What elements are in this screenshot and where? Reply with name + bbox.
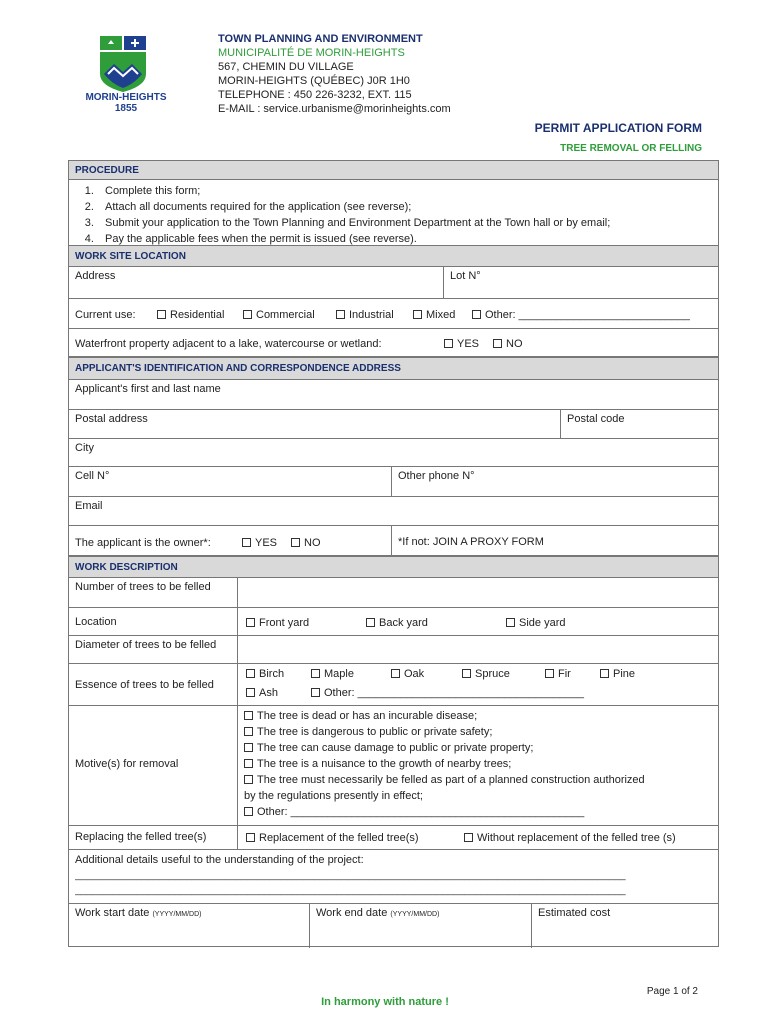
municipality-name: MUNICIPALITÉ DE MORIN-HEIGHTS — [218, 47, 405, 59]
use-label: Commercial — [256, 309, 315, 321]
motive-label: The tree is dead or has an incurable disease; — [257, 710, 478, 722]
checkbox-icon[interactable] — [472, 310, 481, 319]
no-replacement-option[interactable] — [464, 832, 676, 844]
cost-label: Estimated cost — [538, 907, 611, 919]
species-label: Spruce — [475, 668, 510, 680]
no-label: NO — [304, 537, 321, 549]
applicant-name-field[interactable] — [69, 380, 718, 409]
procedure-step: 2. Attach all documents required for the application (see reverse); — [97, 199, 610, 215]
street-address: 567, CHEMIN DU VILLAGE — [218, 61, 354, 73]
motive-option[interactable] — [244, 724, 712, 740]
checkbox-icon[interactable] — [506, 618, 515, 627]
owner-label: The applicant is the owner*: — [75, 537, 211, 549]
species-fir-option[interactable] — [545, 668, 571, 680]
species-label: Pine — [613, 668, 636, 680]
checkbox-icon[interactable] — [413, 310, 422, 319]
details-label: Additional details useful to the understanding of the project: — [75, 854, 364, 866]
owner-no-option[interactable] — [291, 537, 321, 549]
start-date-label: Work start date — [75, 907, 150, 919]
permit-form — [68, 160, 719, 947]
estimated-cost-field[interactable] — [531, 904, 718, 948]
date-format: (YYYY/MM/DD) — [390, 911, 440, 918]
proxy-note — [391, 526, 718, 555]
form-subtitle: TREE REMOVAL OR FELLING — [560, 143, 702, 154]
phone-row — [69, 467, 718, 497]
other-phone-label: Other phone N° — [398, 470, 475, 482]
postal-code-field[interactable] — [560, 410, 718, 438]
checkbox-icon[interactable] — [366, 618, 375, 627]
location-label: Back yard — [379, 617, 428, 629]
no-label: NO — [506, 338, 523, 350]
motive-option[interactable] — [244, 772, 712, 788]
checkbox-icon[interactable] — [157, 310, 166, 319]
species-label: Birch — [259, 668, 285, 680]
checkbox-icon[interactable] — [444, 339, 453, 348]
date-format: (YYYY/MM/DD) — [152, 911, 202, 918]
essence-label: Essence of trees to be felled — [75, 679, 214, 691]
owner-question — [69, 526, 391, 555]
procedure-step: 3. Submit your application to the Town Planning and Environment Department at the Town hall or by email; — [97, 215, 610, 231]
current-use-label: Current use: — [75, 309, 136, 321]
logo-name: MORIN-HEIGHTS — [85, 92, 167, 103]
section-work-description — [69, 556, 718, 578]
address-label: Address — [75, 270, 116, 282]
species-label: Oak — [404, 668, 425, 680]
email-address: E-MAIL : service.urbanisme@morinheights.com — [218, 103, 451, 115]
applicant-name-label: Applicant's first and last name — [75, 383, 221, 395]
phone-number: TELEPHONE : 450 226-3232, EXT. 115 — [218, 89, 412, 101]
address-row — [69, 267, 718, 299]
species-label: Ash — [259, 687, 278, 699]
section-title: APPLICANT'S IDENTIFICATION AND CORRESPONDENCE ADDRESS — [75, 363, 401, 374]
use-mixed-option[interactable] — [413, 309, 455, 321]
checkbox-icon[interactable] — [244, 807, 253, 816]
checkbox-icon[interactable] — [462, 669, 471, 678]
checkbox-icon[interactable] — [291, 538, 300, 547]
waterfront-label: Waterfront property adjacent to a lake, watercourse or wetland: — [75, 338, 382, 350]
no-replacement-label: Without replacement of the felled tree (s) — [477, 832, 676, 844]
postal-address-label: Postal address — [75, 413, 148, 425]
checkbox-icon[interactable] — [600, 669, 609, 678]
species-label: Fir — [558, 668, 571, 680]
checkbox-icon[interactable] — [311, 669, 320, 678]
dates-row — [69, 904, 718, 948]
procedure-step: 1. Complete this form; — [97, 183, 610, 199]
checkbox-icon[interactable] — [246, 688, 255, 697]
details-line: ___________________________________________________________________________________________________ — [75, 885, 626, 896]
species-other-option[interactable] — [311, 687, 584, 699]
applicant-name-row — [69, 380, 718, 410]
num-trees-field[interactable] — [237, 578, 718, 607]
details-line: ___________________________________________________________________________________________________ — [75, 870, 626, 881]
species-label: Other: _____________________________________ — [324, 687, 584, 699]
email-field[interactable] — [69, 497, 718, 525]
replacing-label: Replacing the felled tree(s) — [75, 831, 207, 843]
use-commercial-option[interactable] — [243, 309, 315, 321]
page-number: Page 1 of 2 — [646, 986, 698, 997]
use-residential-option[interactable] — [157, 309, 224, 321]
motives-label: Motive(s) for removal — [75, 758, 179, 770]
motive-option[interactable] — [244, 740, 712, 756]
use-label: Mixed — [426, 309, 456, 321]
section-title: WORK SITE LOCATION — [75, 250, 186, 262]
lot-label: Lot N° — [450, 270, 481, 282]
checkbox-icon[interactable] — [244, 775, 253, 784]
postal-address-field[interactable] — [69, 410, 560, 438]
checkbox-icon[interactable] — [246, 669, 255, 678]
motive-label: The tree is dangerous to public or private safety; — [257, 726, 493, 738]
motive-label: The tree can cause damage to public or private property; — [257, 742, 534, 754]
yes-label: YES — [255, 537, 278, 549]
species-maple-option[interactable] — [311, 668, 354, 680]
city-row — [69, 439, 718, 467]
checkbox-icon[interactable] — [244, 711, 253, 720]
owner-yes-option[interactable] — [242, 537, 277, 549]
other-phone-field[interactable] — [391, 467, 718, 496]
replacement-label: Replacement of the felled tree(s) — [259, 832, 419, 844]
side-yard-option[interactable] — [506, 617, 565, 629]
organization-block — [218, 32, 451, 116]
location-row — [69, 608, 718, 636]
lot-field[interactable] — [443, 267, 718, 298]
details-field[interactable] — [69, 850, 718, 903]
section-work-site — [69, 245, 718, 267]
species-options — [237, 664, 718, 705]
city-label: City — [75, 442, 94, 454]
species-ash-option[interactable] — [246, 687, 278, 699]
address-field[interactable] — [69, 267, 443, 298]
owner-row — [69, 526, 718, 556]
checkbox-icon[interactable] — [243, 310, 252, 319]
checkbox-icon[interactable] — [311, 688, 320, 697]
checkbox-icon[interactable] — [493, 339, 502, 348]
city-address: MORIN-HEIGHTS (QUÉBEC) J0R 1H0 — [218, 75, 410, 87]
front-yard-option[interactable] — [246, 617, 309, 629]
waterfront-row — [69, 329, 718, 357]
diameter-row — [69, 636, 718, 664]
dept-name: TOWN PLANNING AND ENVIRONMENT — [218, 33, 423, 45]
location-options — [237, 608, 718, 635]
start-date-field[interactable] — [69, 904, 309, 948]
species-label: Maple — [324, 668, 354, 680]
cell-label: Cell N° — [75, 470, 110, 482]
checkbox-icon[interactable] — [244, 727, 253, 736]
use-other-option[interactable] — [472, 309, 690, 321]
num-trees-row — [69, 578, 718, 608]
end-date-field[interactable] — [309, 904, 531, 948]
use-label: Residential — [170, 309, 225, 321]
logo-year: 1855 — [114, 103, 138, 114]
back-yard-option[interactable] — [366, 617, 428, 629]
checkbox-icon[interactable] — [244, 759, 253, 768]
diameter-label: Diameter of trees to be felled — [75, 639, 217, 651]
waterfront-yes-option[interactable] — [444, 338, 479, 350]
motive-option[interactable] — [244, 708, 712, 724]
yes-label: YES — [457, 338, 480, 350]
motive-continuation: by the regulations presently in effect; — [244, 790, 423, 802]
footer-motto: In harmony with nature ! — [321, 996, 449, 1008]
checkbox-icon[interactable] — [246, 833, 255, 842]
num-trees-label: Number of trees to be felled — [75, 581, 211, 593]
section-applicant — [69, 357, 718, 380]
checkbox-icon[interactable] — [246, 618, 255, 627]
email-row — [69, 497, 718, 526]
motive-label: Other: ________________________________________________ — [257, 806, 585, 818]
checkbox-icon[interactable] — [464, 833, 473, 842]
species-pine-option[interactable] — [600, 668, 635, 680]
motive-option[interactable] — [244, 756, 712, 772]
diameter-field[interactable] — [237, 636, 718, 663]
use-label: Other: ____________________________ — [485, 309, 690, 321]
replacing-options — [237, 826, 718, 849]
motive-option[interactable] — [244, 804, 712, 820]
checkbox-icon[interactable] — [336, 310, 345, 319]
use-industrial-option[interactable] — [336, 309, 394, 321]
motives-options — [237, 706, 718, 825]
cell-phone-field[interactable] — [69, 467, 391, 496]
location-label: Front yard — [259, 617, 310, 629]
species-spruce-option[interactable] — [462, 668, 510, 680]
email-label: Email — [75, 500, 103, 512]
waterfront-no-option[interactable] — [493, 338, 523, 350]
essence-row — [69, 664, 718, 706]
postal-code-label: Postal code — [567, 413, 625, 425]
replacement-option[interactable] — [246, 832, 419, 844]
form-title: PERMIT APPLICATION FORM — [534, 121, 702, 135]
postal-row — [69, 410, 718, 439]
species-birch-option[interactable] — [246, 668, 284, 680]
proxy-label: *If not: JOIN A PROXY FORM — [398, 536, 544, 548]
replacing-row — [69, 826, 718, 850]
motive-label: The tree must necessarily be felled as part of a planned construction authorized — [257, 774, 645, 786]
current-use-row — [69, 299, 718, 329]
end-date-label: Work end date — [316, 907, 388, 919]
logo-text — [68, 92, 184, 114]
motives-row — [69, 706, 718, 826]
use-label: Industrial — [349, 309, 394, 321]
procedure-step: 4. Pay the applicable fees when the permit is issued (see reverse). — [97, 231, 610, 247]
motive-label: The tree is a nuisance to the growth of nearby trees; — [257, 758, 512, 770]
section-title: WORK DESCRIPTION — [75, 561, 178, 573]
details-row — [69, 850, 718, 904]
checkbox-icon[interactable] — [242, 538, 251, 547]
section-title: PROCEDURE — [75, 164, 139, 176]
location-label: Side yard — [519, 617, 566, 629]
city-field[interactable] — [69, 439, 718, 466]
checkbox-icon[interactable] — [244, 743, 253, 752]
section-procedure — [69, 160, 718, 180]
checkbox-icon[interactable] — [391, 669, 400, 678]
procedure-steps — [97, 183, 610, 247]
checkbox-icon[interactable] — [545, 669, 554, 678]
species-oak-option[interactable] — [391, 668, 424, 680]
location-label: Location — [75, 616, 117, 628]
